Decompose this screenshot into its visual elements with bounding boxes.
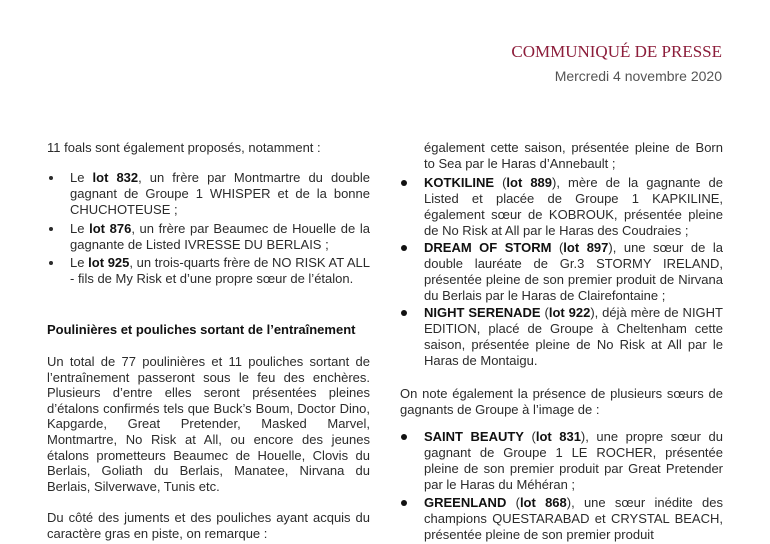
- text-run: ), une sœur inédite des champions QUESTARABAD et CRYSTAL BEACH, présentée pleine de son premier produit: [424, 495, 723, 542]
- lot-number: lot 889: [506, 175, 553, 190]
- mare-item-night-serenade: [400, 305, 723, 369]
- text-run: , un frère par Beaumec de Houelle de la gagnante de Listed IVRESSE DU BERLAIS ;: [70, 221, 371, 252]
- bullet-icon: [401, 180, 407, 186]
- foals-intro: 11 foals sont également proposés, notamment :: [47, 140, 321, 155]
- mare-item-kotkiline: [400, 175, 723, 239]
- sister-item-text: [424, 495, 723, 543]
- text-run: ), mère de la gagnante de Listed et placée de Groupe 1 KAPKILINE, également sœur de KOBROUK, présentée pleine de No Risk at All par le Haras des Coudraies ;: [424, 175, 723, 238]
- bullet-icon: [401, 500, 407, 506]
- foal-item-lot-832: [47, 170, 370, 218]
- text-run: , un trois-quarts frère de NO RISK AT ALL - fils de My Risk et d’une propre sœur de l’étalon.: [70, 255, 370, 286]
- sister-item-text: [424, 429, 723, 493]
- closing-paragraph: Du côté des juments et des pouliches ayant acquis du caractère gras en piste, on remarque :: [47, 510, 370, 541]
- foal-item-text: [70, 255, 370, 287]
- sister-item-saint-beauty: [400, 429, 723, 493]
- text-run: (: [494, 175, 507, 190]
- mare-item-text: [424, 175, 723, 239]
- bullet-icon: [401, 245, 407, 251]
- bullet-icon: [49, 176, 53, 180]
- text-run: (: [523, 429, 536, 444]
- bullet-icon: [49, 227, 53, 231]
- foal-item-lot-925: [47, 255, 370, 287]
- foal-item-lot-876: [47, 221, 370, 253]
- bullet-icon: [49, 261, 53, 265]
- mare-item-text: [424, 240, 723, 304]
- text-run: ), une sœur de la double lauréate de Gr.3 STORMY IRELAND, présentée pleine de son premier produit de Nirvana du Berlais par le Haras de Clairefontaine ;: [424, 240, 723, 303]
- horse-name: KOTKILINE: [424, 175, 495, 190]
- sisters-intro: On note également la présence de plusieurs sœurs de gagnants de Groupe à l’image de :: [400, 386, 723, 417]
- lot-number: lot 876: [89, 221, 132, 236]
- text-run: ), une propre sœur du gagnant de Groupe 1 LE ROCHER, présentée pleine de son premier produit par Great Pretender par le Haras du Méhéran ;: [424, 429, 723, 492]
- continued-item-text: également cette saison, présentée pleine de Born to Sea par le Haras d’Annebault ;: [424, 140, 723, 171]
- section-paragraph: Un total de 77 poulinières et 11 pouliches sortant de l’entraînement passeront sous le feu des enchères. Plusieurs d’entre elles seront présentées pleines d’étalons confirmés tels que Buck’s Boum, Doctor Dino, Kapgarde, Great Pretender, Masked Marvel, Montmartre, No Risk at All, ou encore des jeunes étalons prometteurs Beaumec de Houelle, Clovis du Berlais, Goliath du Berlais, Manatee, Nirvana du Berlais, Silverwave, Tunis etc.: [47, 354, 370, 494]
- foal-item-text: [70, 221, 370, 253]
- text-run: Le: [70, 170, 93, 185]
- text-run: ), déjà mère de NIGHT EDITION, placé de Groupe à Cheltenham cette saison, présentée pleine de No Risk at All par le Haras de Montaigu.: [424, 305, 723, 368]
- text-run: Le: [70, 255, 89, 270]
- text-run: (: [506, 495, 520, 510]
- lot-number: lot 868: [519, 495, 567, 510]
- document-date: Mercredi 4 novembre 2020: [554, 68, 722, 84]
- lot-number: lot 922: [548, 305, 591, 320]
- text-run: (: [551, 240, 564, 255]
- mare-item-text: [424, 305, 723, 369]
- text-run: Le: [70, 221, 90, 236]
- horse-name: NIGHT SERENADE: [424, 305, 541, 320]
- lot-number: lot 831: [535, 429, 581, 444]
- horse-name: GREENLAND: [424, 495, 507, 510]
- text-run: , un frère par Montmartre du double gagnant de Groupe 1 WHISPER et de la bonne CHUCHOTEUSE ;: [70, 170, 370, 217]
- lot-number: lot 925: [88, 255, 130, 270]
- document-title: COMMUNIQUÉ DE PRESSE: [511, 42, 722, 61]
- text-run: (: [540, 305, 549, 320]
- lot-number: lot 897: [563, 240, 609, 255]
- section-heading: Poulinières et pouliches sortant de l’entraînement: [47, 322, 356, 337]
- foal-item-text: [70, 170, 370, 218]
- mare-item-dream-of-storm: [400, 240, 723, 304]
- lot-number: lot 832: [92, 170, 139, 185]
- bullet-icon: [401, 434, 407, 440]
- sister-item-greenland: [400, 495, 723, 543]
- bullet-icon: [401, 310, 407, 316]
- horse-name: DREAM OF STORM: [424, 240, 552, 255]
- horse-name: SAINT BEAUTY: [424, 429, 524, 444]
